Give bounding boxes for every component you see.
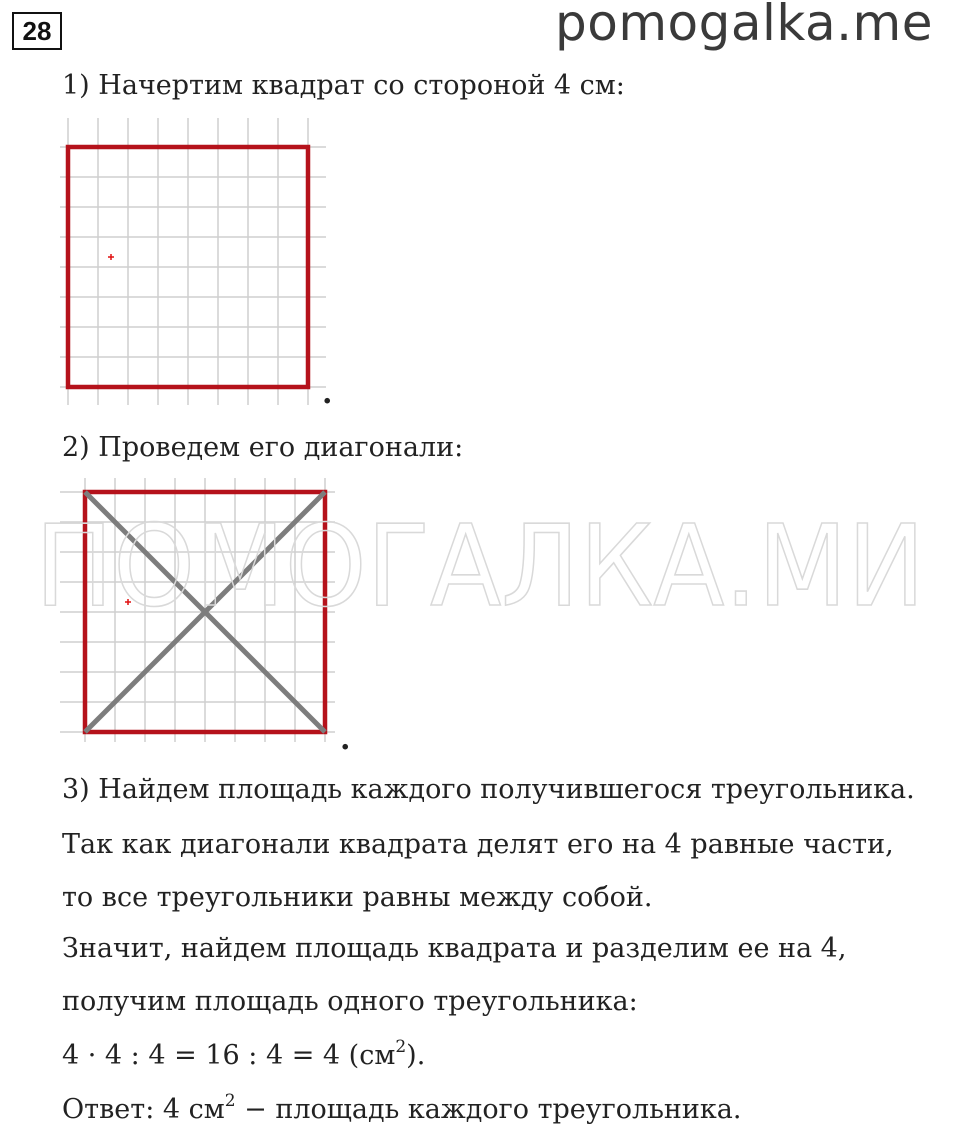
step-2-text: 2) Проведем его диагонали: xyxy=(62,432,464,463)
explanation-line-4: получим площадь одного треугольника: xyxy=(62,986,638,1017)
explanation-line-3: Значит, найдем площадь квадрата и разделим ее на 4, xyxy=(62,933,847,964)
figure-2-end-dot: . xyxy=(340,722,351,757)
figure-square-diagonals xyxy=(60,478,340,753)
explanation-line-1: Так как диагонали квадрата делят его на 4 равные части, xyxy=(62,829,894,860)
formula-exponent: 2 xyxy=(395,1037,407,1057)
formula-end: ). xyxy=(406,1040,426,1071)
answer-end: − площадь каждого треугольника. xyxy=(235,1094,742,1125)
problem-number-badge: 28 xyxy=(12,12,62,50)
center-marker xyxy=(108,254,114,260)
figure-1-end-dot: . xyxy=(322,376,333,411)
explanation-line-2: то все треугольники равны между собой. xyxy=(62,882,653,913)
site-logo-text: pomogalka.me xyxy=(555,0,933,52)
answer-exponent: 2 xyxy=(224,1091,236,1111)
center-marker xyxy=(125,599,131,605)
figure-square xyxy=(60,118,330,408)
watermark-text: ПОМОГАЛКА.МИ xyxy=(35,505,925,625)
formula-line xyxy=(62,1037,426,1072)
answer-start: Ответ: 4 см xyxy=(62,1094,225,1125)
grid-lines xyxy=(60,118,326,405)
step-3-text: 3) Найдем площадь каждого получившегося треугольника. xyxy=(62,774,915,805)
answer-line xyxy=(62,1091,742,1126)
step-1-text: 1) Начертим квадрат со стороной 4 см: xyxy=(62,70,625,101)
formula-main: 4 · 4 : 4 = 16 : 4 = 4 (см xyxy=(62,1040,396,1071)
